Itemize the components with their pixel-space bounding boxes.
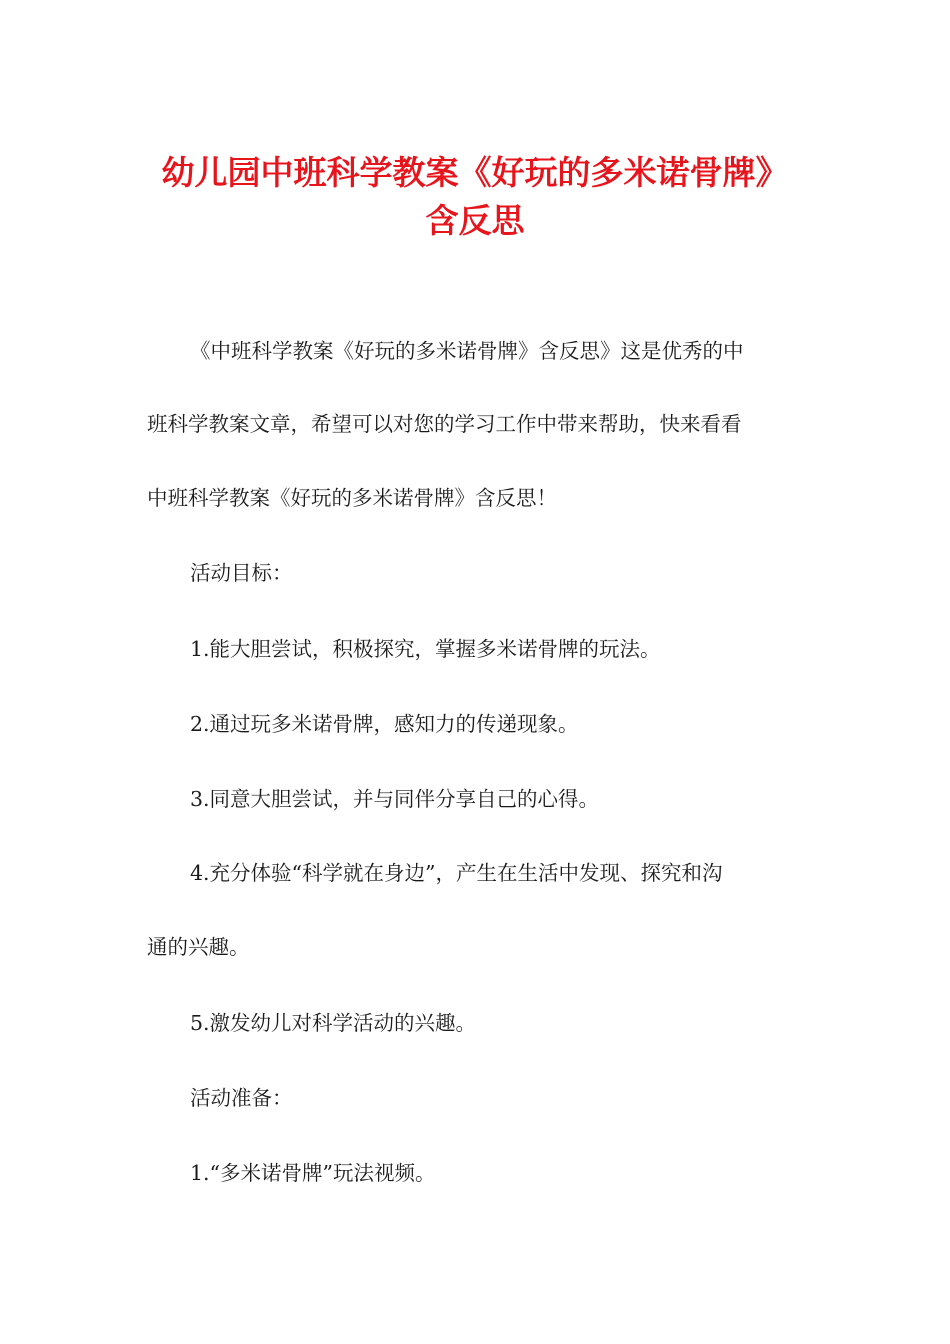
goal-item-2: 2.通过玩多米诺骨牌，感知力的传递现象。 xyxy=(190,712,579,736)
goal-item-5: 5.激发幼儿对科学活动的兴趣。 xyxy=(190,1011,477,1035)
intro-paragraph-line-2: 班科学教案文章，希望可以对您的学习工作中带来帮助，快来看看 xyxy=(147,412,742,436)
intro-paragraph-line-3: 中班科学教案《好玩的多米诺骨牌》含反思！ xyxy=(147,486,557,510)
preparation-item-1: 1.“多米诺骨牌”玩法视频。 xyxy=(190,1161,436,1185)
goal-item-3: 3.同意大胆尝试，并与同伴分享自己的心得。 xyxy=(190,787,600,811)
section-heading-goals: 活动目标： xyxy=(190,561,293,585)
section-heading-preparation: 活动准备： xyxy=(190,1086,293,1110)
goal-item-1: 1.能大胆尝试，积极探究，掌握多米诺骨牌的玩法。 xyxy=(190,637,661,661)
document-title-continued: 含反思 xyxy=(425,201,525,240)
goal-item-4-continued: 通的兴趣。 xyxy=(147,935,250,959)
goal-item-4: 4.充分体验“科学就在身边”，产生在生活中发现、探究和沟 xyxy=(190,861,723,885)
intro-paragraph-line-1: 《中班科学教案《好玩的多米诺骨牌》含反思》这是优秀的中 xyxy=(190,339,744,363)
document-title: 幼儿园中班科学教案《好玩的多米诺骨牌》 xyxy=(161,153,789,192)
